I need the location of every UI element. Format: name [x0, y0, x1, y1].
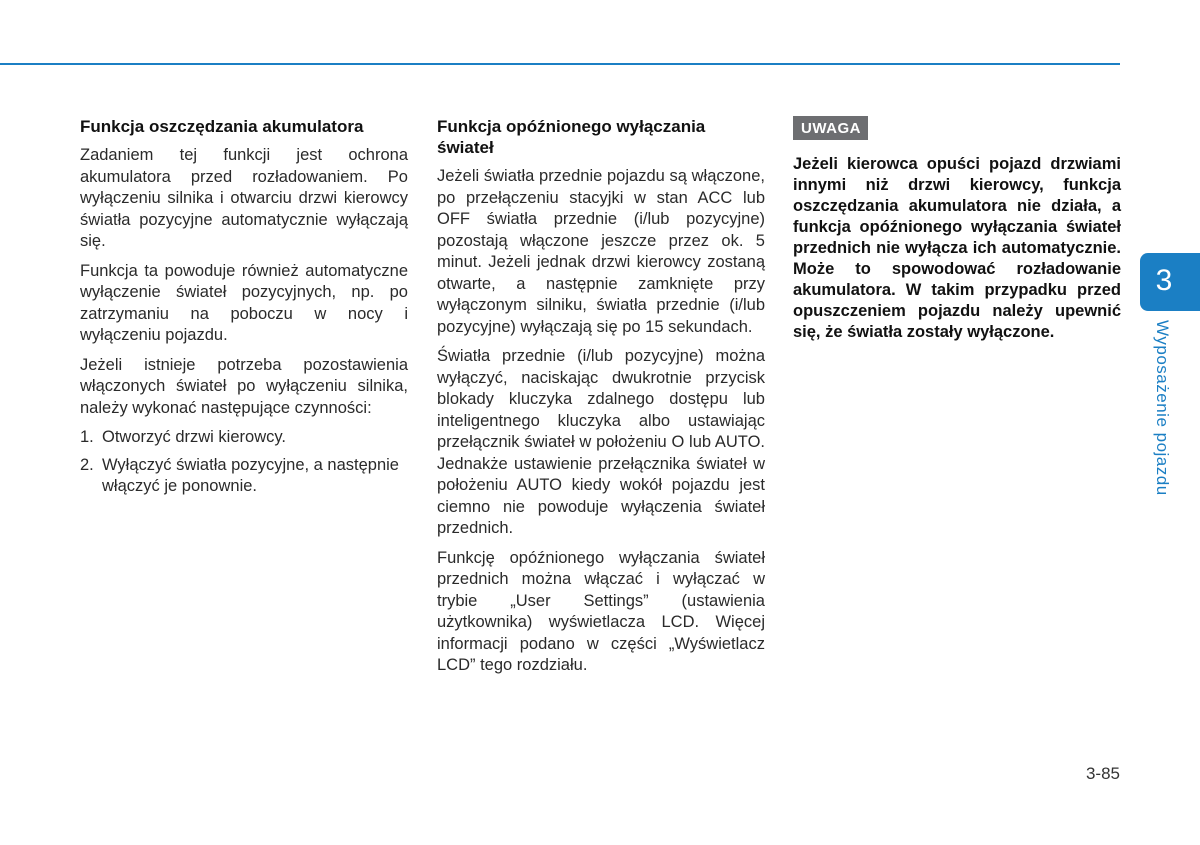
paragraph: Jeżeli istnieje potrzeba pozostawienia włączonych świateł po wyłączeniu silnika, należy wykonać następujące czynności: — [80, 355, 408, 417]
section-heading: Funkcja opóźnionego wyłączania świateł — [437, 117, 706, 157]
paragraph: Światła przednie (i/lub pozycyjne) można wyłączyć, naciskając dwukrotnie przycisk blokady kluczyka zdalnego dostępu lub inteligentnego kluczyka albo ustawiając przełącznik świateł w położeniu O lub AUTO. Jednakże ustawienie przełącznika świateł w położeniu AUTO kiedy wokół pojazdu jest ciemno nie powoduje wyłączenia świateł przednich. — [437, 347, 765, 537]
chapter-label: Wyposażenie pojazdu — [1153, 320, 1172, 496]
page-number: 3-85 — [1085, 764, 1120, 783]
warning-badge: UWAGA — [793, 116, 868, 140]
list-item-number: 2. — [80, 455, 94, 474]
section-heading: Funkcja oszczędzania akumulatora — [80, 117, 364, 136]
list-item-number: 1. — [80, 428, 94, 446]
warning-text: Jeżeli kierowca opuści pojazd drzwiami innymi niż drzwi kierowcy, funkcja oszczędzania akumulatora nie działa, a funkcja opóźnionego wyłączania świateł przednich nie wyłącza ich automatycznie. Może to spowodować rozładowanie akumulatora. W takim przypadku przed opuszczeniem pojazdu należy upewnić się, że światła zostały wyłączone. — [793, 155, 1121, 341]
chapter-tab — [1140, 253, 1200, 311]
paragraph: Zadaniem tej funkcji jest ochrona akumulatora przed rozładowaniem. Po wyłączeniu silnika i otwarciu drzwi kierowcy światła pozycyjne automatycznie wyłączają się. — [80, 146, 408, 250]
list-item — [80, 427, 408, 449]
column-delayed-headlights — [437, 116, 765, 685]
paragraph: Funkcja ta powoduje również automatyczne wyłączenie świateł pozycyjnych, np. po zatrzymaniu na poboczu w nocy i wyłączeniu pojazdu. — [80, 261, 408, 344]
steps-list — [80, 427, 408, 498]
list-item — [80, 455, 408, 498]
column-warning — [793, 116, 1121, 343]
paragraph: Funkcję opóźnionego wyłączania świateł przednich można włączać i wyłączać w trybie „User Settings” (ustawienia użytkownika) wyświetlacza LCD. Więcej informacji podano w części „Wyświetlacz LCD” tego rozdziału. — [437, 548, 765, 674]
paragraph: Jeżeli światła przednie pojazdu są włączone, po przełączeniu stacyjki w stan ACC lub OFF światła przednie (i/lub pozycyjne) pozostają włączone jeszcze przez ok. 5 minut. Jeżeli jednak drzwi kierowcy zostaną otwarte, a następnie zamknięte przy wyłączonym silniku, światła przednie (i/lub pozycyjne) wyłączają się po 15 sekundach. — [437, 167, 765, 336]
column-battery-saver — [80, 116, 408, 504]
chapter-number: 3 — [1155, 264, 1173, 297]
list-item-text: Otworzyć drzwi kierowcy. — [102, 428, 286, 446]
header-rule — [0, 63, 1120, 65]
list-item-text: Wyłączyć światła pozycyjne, a następnie włączyć je ponownie. — [102, 455, 399, 495]
